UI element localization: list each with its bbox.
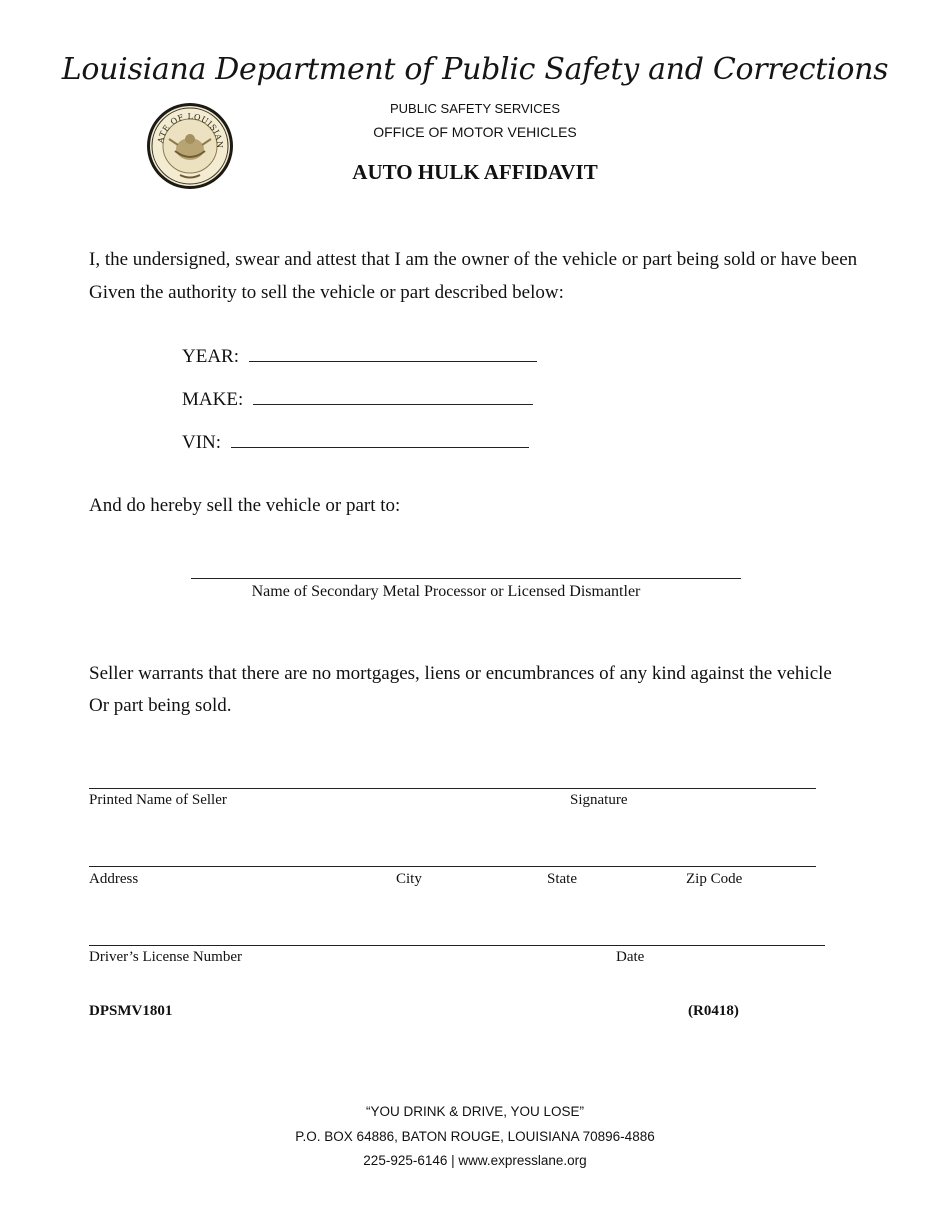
vin-label: VIN: bbox=[182, 432, 222, 453]
footer-contact: 225-925-6146 | www.expresslane.org bbox=[363, 1153, 587, 1168]
footer-slogan: “YOU DRINK & DRIVE, YOU LOSE” bbox=[365, 1104, 585, 1119]
form-number: DPSMV1801 bbox=[89, 1003, 173, 1019]
make-label: MAKE: bbox=[182, 389, 244, 410]
warranty-line-1: Seller warrants that there are no mortgages, liens or encumbrances of any kind against the vehicle bbox=[89, 663, 832, 684]
year-field[interactable] bbox=[182, 346, 537, 368]
make-input-line[interactable] bbox=[253, 404, 533, 405]
footer-address: P.O. BOX 64886, BATON ROUGE, LOUISIANA 70896-4886 bbox=[295, 1129, 655, 1144]
seller-signature-line[interactable] bbox=[89, 788, 816, 789]
address-label: Address bbox=[89, 871, 139, 887]
drivers-license-label: Driver’s License Number bbox=[89, 949, 243, 965]
sell-statement: And do hereby sell the vehicle or part to: bbox=[89, 495, 401, 516]
buyer-name-line[interactable] bbox=[191, 578, 741, 579]
state-label: State bbox=[547, 871, 577, 887]
license-date-line[interactable] bbox=[89, 945, 825, 946]
vin-field[interactable] bbox=[182, 432, 529, 454]
revision-code: (R0418) bbox=[688, 1003, 739, 1019]
intro-line-1: I, the undersigned, swear and attest that I am the owner of the vehicle or part being sold or have been bbox=[89, 249, 858, 270]
make-field[interactable] bbox=[182, 389, 533, 411]
year-label: YEAR: bbox=[182, 346, 239, 367]
warranty-line-2: Or part being sold. bbox=[89, 695, 232, 716]
office-subtitle: OFFICE OF MOTOR VEHICLES bbox=[373, 124, 577, 140]
date-label: Date bbox=[616, 949, 645, 965]
services-subtitle: PUBLIC SAFETY SERVICES bbox=[389, 101, 561, 116]
department-title: Louisiana Department of Public Safety and Corrections bbox=[61, 52, 889, 87]
zip-code-label: Zip Code bbox=[686, 871, 743, 887]
year-input-line[interactable] bbox=[249, 361, 537, 362]
vin-input-line[interactable] bbox=[231, 447, 529, 448]
intro-line-2: Given the authority to sell the vehicle or part described below: bbox=[89, 282, 564, 303]
printed-name-label: Printed Name of Seller bbox=[89, 792, 227, 808]
svg-text:STATE OF LOUISIANA: ATE OF LOUISIAN bbox=[156, 111, 225, 149]
address-line[interactable] bbox=[89, 866, 816, 867]
form-title: AUTO HULK AFFIDAVIT bbox=[352, 160, 598, 184]
city-label: City bbox=[396, 871, 422, 887]
buyer-caption: Name of Secondary Metal Processor or Licensed Dismantler bbox=[251, 583, 641, 600]
signature-label: Signature bbox=[570, 792, 628, 808]
